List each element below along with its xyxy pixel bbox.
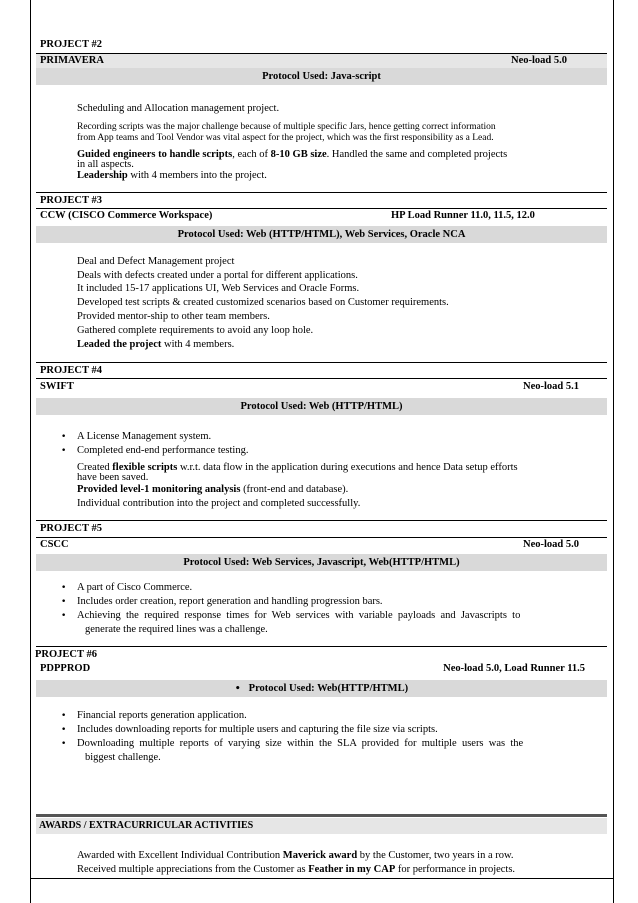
awards-heading: AWARDS / EXTRACURRICULAR ACTIVITIES <box>36 818 607 834</box>
project-3-name-row <box>36 209 607 223</box>
bullet-icon: • <box>61 611 67 621</box>
project-2-name: PRIMAVERA <box>40 55 104 66</box>
project-4-name-row <box>36 380 607 394</box>
divider <box>36 362 607 363</box>
bullet-icon: • <box>61 583 67 593</box>
project-5-tool: Neo-load 5.0 <box>523 539 579 550</box>
bullet-icon: • <box>61 432 67 442</box>
project-5-heading: PROJECT #5 <box>40 523 102 534</box>
project-3-name: CCW (CISCO Commerce Workspace) <box>40 210 213 221</box>
project-3-protocol: Protocol Used: Web (HTTP/HTML), Web Services, Oracle NCA <box>36 226 607 243</box>
project-4-protocol: Protocol Used: Web (HTTP/HTML) <box>36 398 607 415</box>
project-6-name: PDPPROD <box>40 663 91 674</box>
divider <box>31 878 613 879</box>
project-3-heading: PROJECT #3 <box>40 195 102 206</box>
project-2-tool: Neo-load 5.0 <box>511 55 567 66</box>
project-5-name-row <box>36 538 607 552</box>
project-5-protocol: Protocol Used: Web Services, Javascript, Web(HTTP/HTML) <box>36 554 607 571</box>
project-6-tool: Neo-load 5.0, Load Runner 11.5 <box>443 663 585 674</box>
divider <box>36 520 607 521</box>
bullet-icon: • <box>61 711 67 721</box>
resume-page: PROJECT #2 PRIMAVERA Neo-load 5.0 Protocol Used: Java-script Scheduling and Allocation management project. Recording scripts was the major challenge because of multiple specific Jars, hence getting correct information from App teams and Tool Vendor was vital aspect for the project, which was the first responsibility as a Lead. Guided engineers to handle scripts, each of 8-10 GB size. Handled the same and completed projects in all aspects. Leadership with 4 members into the project. PROJECT #3 CCW (CISCO Commerce Workspace) HP Load Runner 11.0, 11.5, 12.0 Protocol Used: Web (HTTP/HTML), Web Services, Oracle NCA Deal and Defect Management project Deals with defects created under a portal for different applications. It included 15-17 applications UI, Web Services and Oracle Forms. Developed test scripts & created customized scenarios based on Customer requirements. Provided mentor-ship to other team members. Gathered complete requirements to avoid any loop hole. Leaded the project with 4 members. PROJECT #4 SWIFT Neo-load 5.1 Protocol Used: Web (HTTP/HTML) • A License Management system. • Completed end-end performance testing. Created flexible scripts w.r.t. data flow in the application during executions and hence Data setup efforts have been saved. Provided level-1 monitoring analysis (front-end and database). Individual contribution into the project and completed successfully. PROJECT #5 CSCC Neo-load 5.0 Protocol Used: Web Services, Javascript, Web(HTTP/HTML) • A part of Cisco Commerce. • Includes order creation, report generation and handling progression bars. • Achieving the required response times for Web services with variable payloads and Javascripts to generate the required lines was a challenge. PROJECT #6 PDPPROD Neo-load 5.0, Load Runner 11.5 • Protocol Used: Web(HTTP/HTML) • Financial reports generation application. • Includes downloading reports for multiple users and capturing the file size via scripts. • Downloading multiple reports of varying size within the SLA provided for multiple users was the biggest challenge. AWARDS / EXTRACURRICULAR ACTIVITIES Awarded with Excellent Individual Contribution Maverick award by the Customer, two years in a row. Received multiple appreciations from the Customer as Feather in my CAP for performance in projects. <box>30 0 614 903</box>
bullet-icon: • <box>61 446 67 456</box>
bullet-icon: • <box>61 739 67 749</box>
section-rule <box>36 814 607 817</box>
divider <box>36 378 607 379</box>
divider <box>36 192 607 193</box>
project-2-protocol: Protocol Used: Java-script <box>36 68 607 85</box>
project-6-name-row <box>36 662 607 676</box>
bullet-icon: • <box>234 684 241 694</box>
project-6-protocol: Protocol Used: Web(HTTP/HTML) <box>248 683 409 694</box>
project-3-tool: HP Load Runner 11.0, 11.5, 12.0 <box>391 210 535 221</box>
project-4-heading: PROJECT #4 <box>40 365 102 376</box>
project-6-heading: PROJECT #6 <box>35 649 97 660</box>
project-2-heading: PROJECT #2 <box>40 39 102 50</box>
project-6-protocol-row <box>36 680 607 697</box>
bullet-icon: • <box>61 597 67 607</box>
project-4-tool: Neo-load 5.1 <box>523 381 579 392</box>
project-2-name-row <box>36 54 607 68</box>
divider <box>36 646 607 647</box>
project-5-name: CSCC <box>40 539 69 550</box>
bullet-icon: • <box>61 725 67 735</box>
project-4-name: SWIFT <box>40 381 74 392</box>
